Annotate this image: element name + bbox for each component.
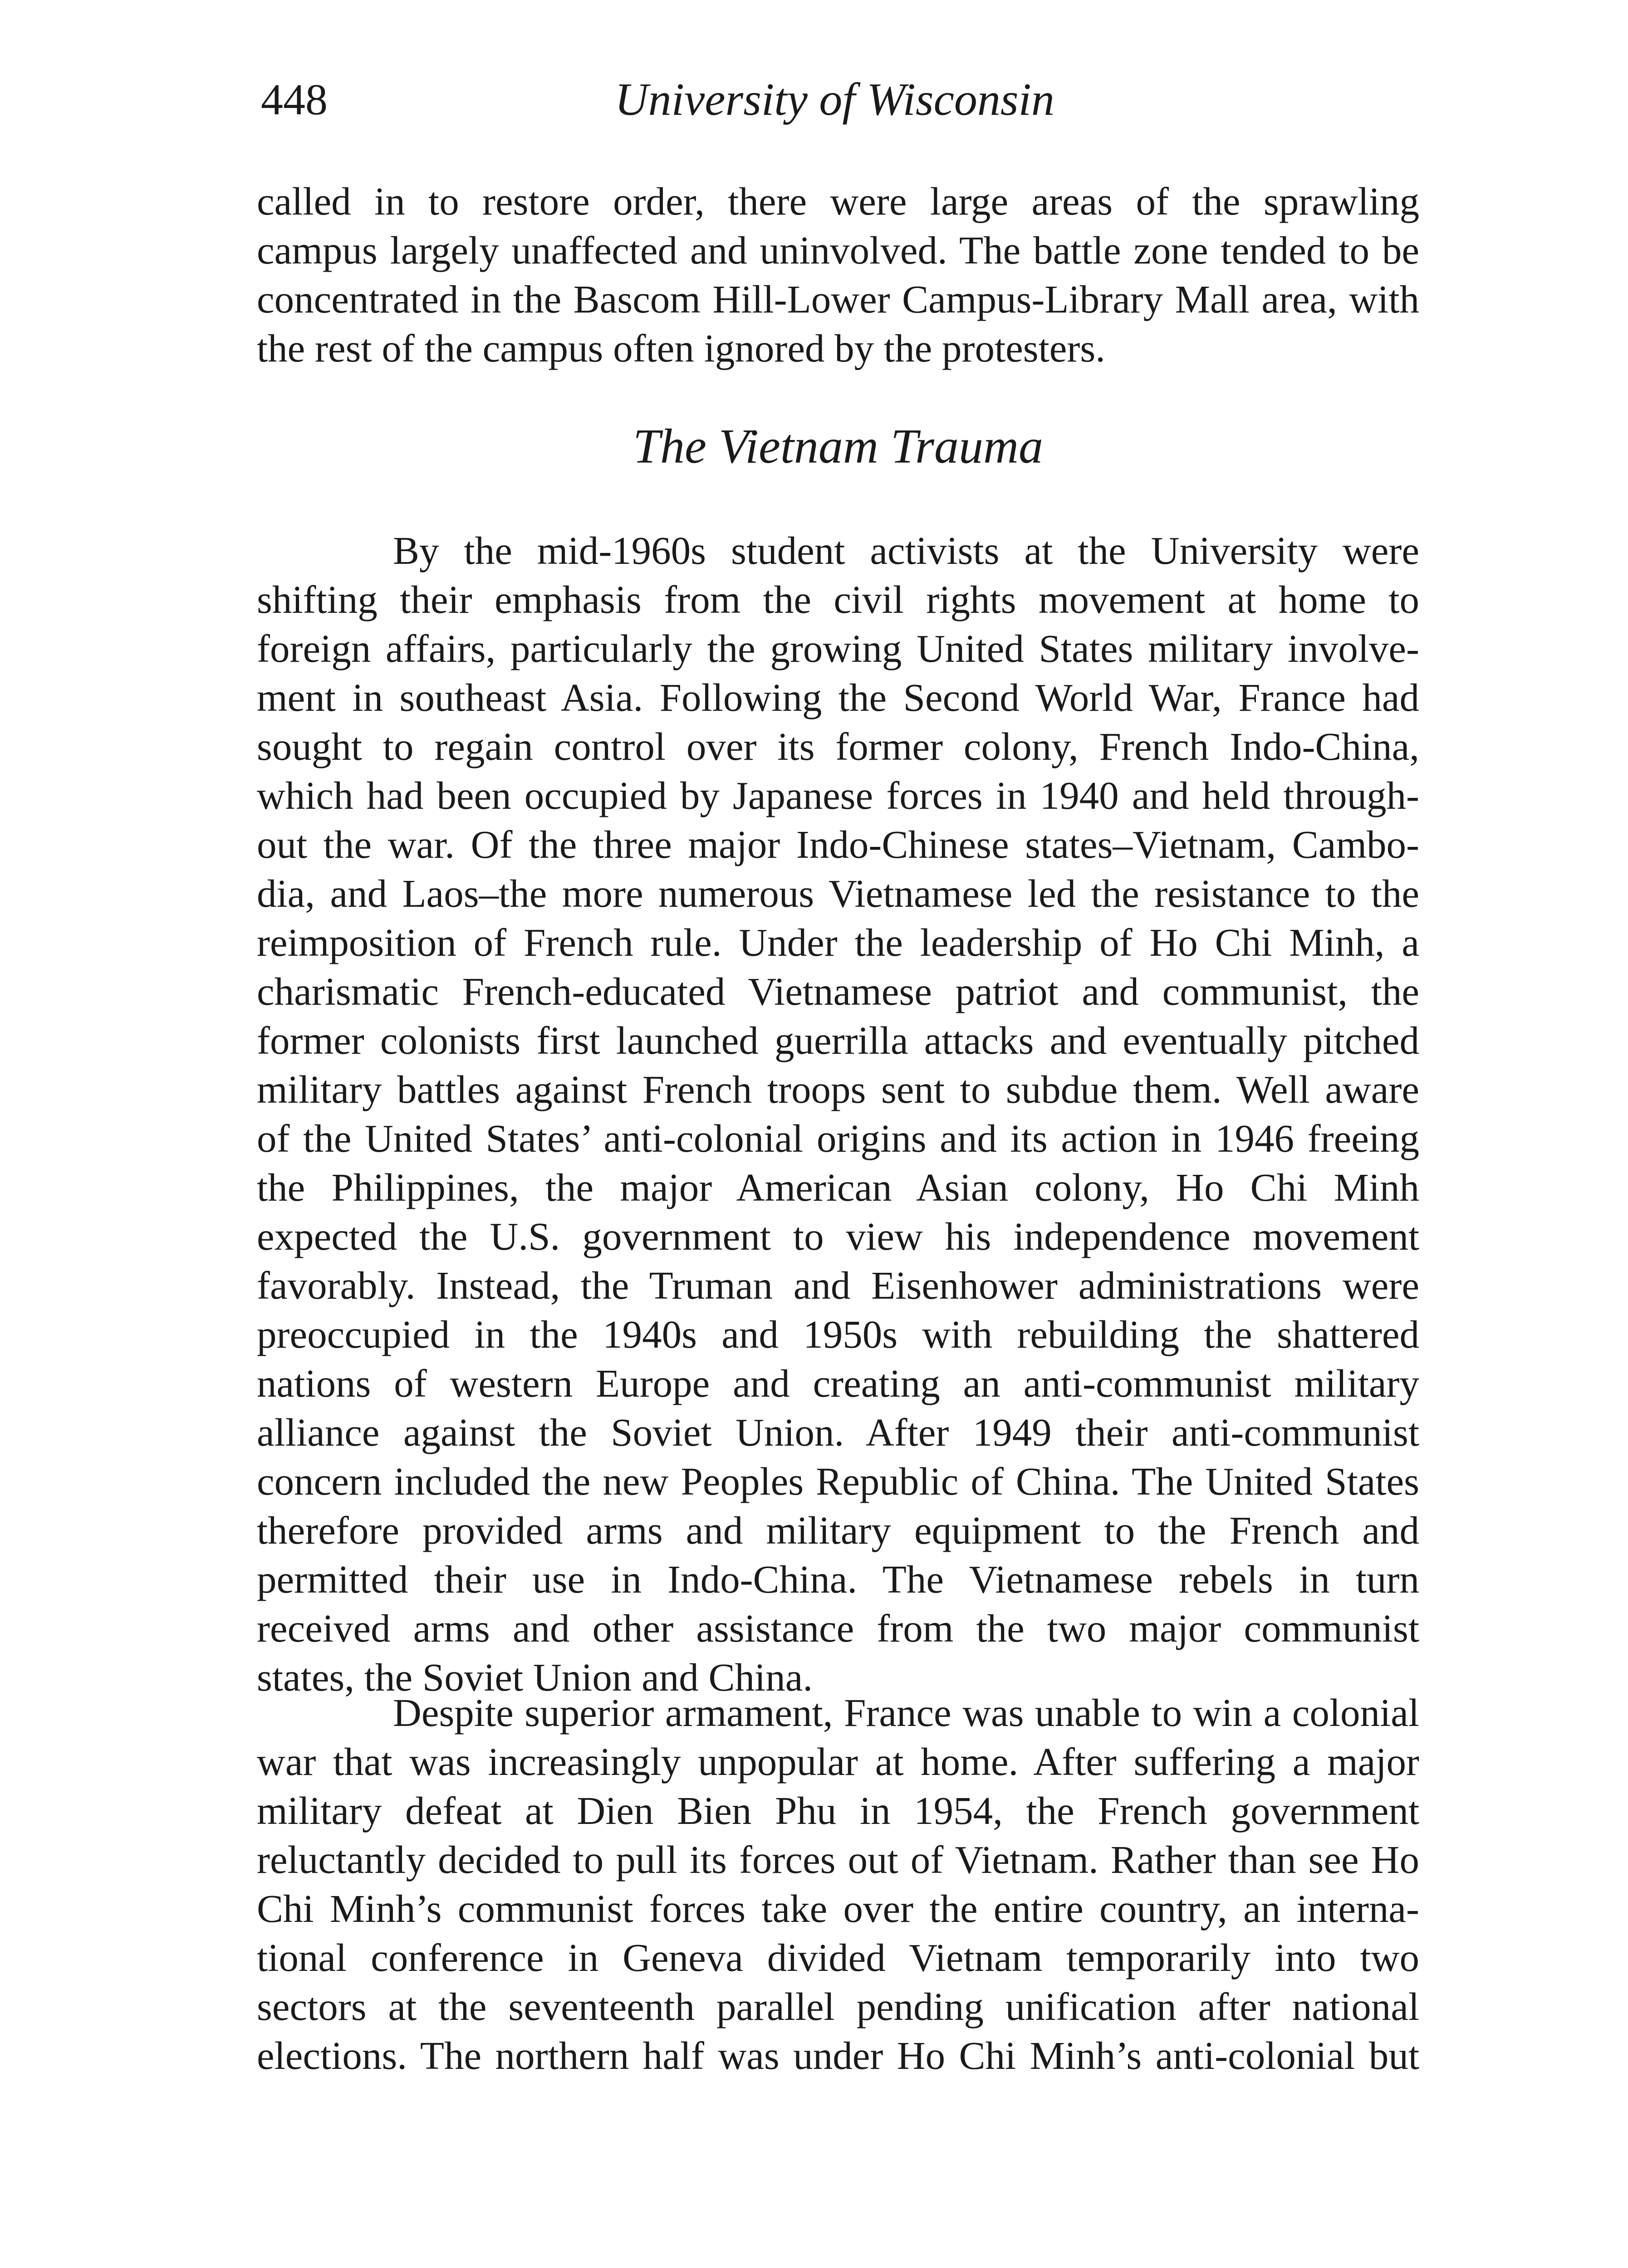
- text-line: favorably. Instead, the Truman and Eisenhower administrations were: [257, 1263, 1419, 1307]
- text-line: called in to restore order, there were large areas of the sprawling: [257, 179, 1419, 223]
- text-line: Chi Minh’s communist forces take over the entire country, an interna-: [257, 1887, 1419, 1931]
- text-line: campus largely unaffected and uninvolved. The battle zone tended to be: [257, 228, 1419, 272]
- page-header: [261, 68, 1416, 132]
- text-line: Despite superior armament, France was unable to win a colonial: [393, 1691, 1419, 1735]
- running-title: University of Wisconsin: [615, 74, 1054, 125]
- text-line: shifting their emphasis from the civil rights movement at home to: [257, 577, 1419, 621]
- text-line: states, the Soviet Union and China.: [257, 1655, 813, 1699]
- text-line: nations of western Europe and creating an anti-communist military: [257, 1361, 1419, 1405]
- text-line: concentrated in the Bascom Hill-Lower Campus-Library Mall area, with: [257, 277, 1419, 321]
- text-line: military defeat at Dien Bien Phu in 1954, the French government: [257, 1789, 1419, 1833]
- text-line: therefore provided arms and military equipment to the French and: [257, 1508, 1419, 1552]
- text-line: former colonists first launched guerrilla attacks and eventually pitched: [257, 1018, 1419, 1062]
- text-line: sectors at the seventeenth parallel pending unification after national: [257, 1984, 1419, 2028]
- paragraph-geneva: [257, 1688, 1419, 2080]
- text-line: By the mid-1960s student activists at the University were: [393, 528, 1419, 572]
- text-line: concern included the new Peoples Republic of China. The United States: [257, 1459, 1419, 1503]
- paragraph-continued: [257, 177, 1419, 373]
- text-line: sought to regain control over its former colony, French Indo-China,: [257, 724, 1419, 768]
- text-line: preoccupied in the 1940s and 1950s with rebuilding the shattered: [257, 1312, 1419, 1356]
- text-line: military battles against French troops sent to subdue them. Well aware: [257, 1067, 1419, 1111]
- text-line: war that was increasingly unpopular at home. After suffering a major: [257, 1740, 1419, 1784]
- text-line: received arms and other assistance from the two major communist: [257, 1606, 1419, 1650]
- text-line: the rest of the campus often ignored by the protesters.: [257, 326, 1105, 370]
- text-line: permitted their use in Indo-China. The Vietnamese rebels in turn: [257, 1557, 1419, 1601]
- text-line: which had been occupied by Japanese forces in 1940 and held through-: [257, 773, 1419, 817]
- text-line: ment in southeast Asia. Following the Second World War, France had: [257, 675, 1419, 719]
- text-line: tional conference in Geneva divided Vietnam temporarily into two: [257, 1936, 1419, 1980]
- text-line: foreign affairs, particularly the growing United States military involve-: [257, 626, 1419, 670]
- text-line: out the war. Of the three major Indo-Chinese states–Vietnam, Cambo-: [257, 822, 1419, 866]
- text-line: reluctantly decided to pull its forces out of Vietnam. Rather than see Ho: [257, 1838, 1419, 1882]
- section-heading: The Vietnam Trauma: [633, 420, 1044, 474]
- text-line: of the United States’ anti-colonial origins and its action in 1946 freeing: [257, 1116, 1419, 1160]
- page-number: 448: [261, 75, 328, 124]
- text-line: the Philippines, the major American Asian colony, Ho Chi Minh: [257, 1165, 1419, 1209]
- text-line: dia, and Laos–the more numerous Vietnamese led the resistance to the: [257, 871, 1419, 915]
- text-line: reimposition of French rule. Under the leadership of Ho Chi Minh, a: [257, 920, 1419, 964]
- text-line: elections. The northern half was under Ho Chi Minh’s anti-colonial but: [257, 2033, 1419, 2077]
- text-line: expected the U.S. government to view his independence movement: [257, 1214, 1419, 1258]
- text-line: charismatic French-educated Vietnamese patriot and communist, the: [257, 969, 1419, 1013]
- paragraph-vietnam: [257, 526, 1419, 1702]
- text-line: alliance against the Soviet Union. After 1949 their anti-communist: [257, 1410, 1419, 1454]
